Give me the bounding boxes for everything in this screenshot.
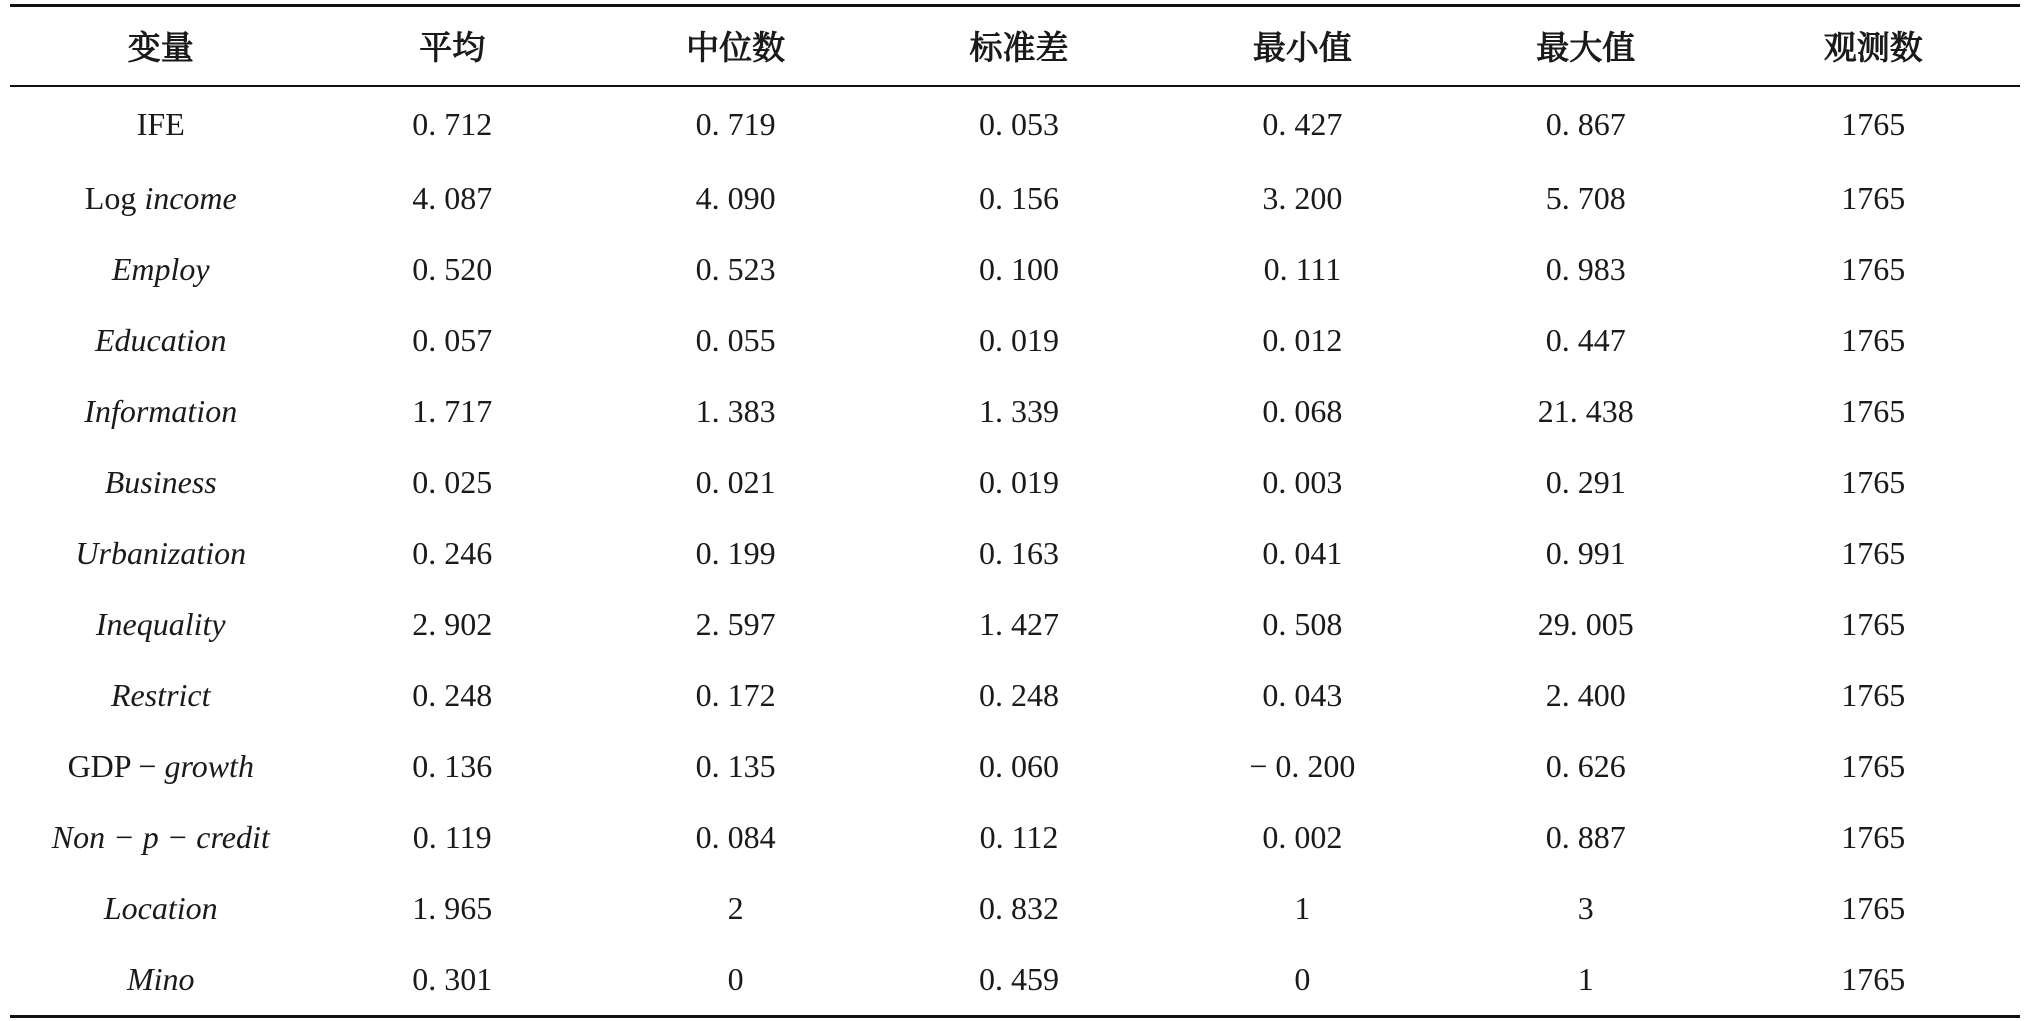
cell-median: 1. 383 [695, 392, 776, 429]
cell-min: 0. 003 [1262, 463, 1343, 500]
table-row [10, 163, 2020, 234]
cell-variable [10, 234, 312, 305]
cell-variable [10, 376, 312, 447]
cell-variable [10, 589, 312, 660]
cell-median: 0. 135 [695, 747, 776, 784]
table-row [10, 447, 2020, 518]
cell-std-dev: 0. 832 [978, 889, 1059, 926]
cell-min: 0. 012 [1262, 321, 1343, 358]
table-row [10, 731, 2020, 802]
cell-mean: 0. 712 [412, 106, 493, 142]
header-row [10, 6, 2020, 86]
table-row [10, 518, 2020, 589]
header-max: 最大值 [1536, 28, 1636, 68]
variable-name-italic: Location [103, 889, 218, 926]
variable-name-italic: Non − p − credit [51, 818, 270, 855]
cell-max: 0. 991 [1545, 534, 1626, 571]
variable-name-italic: income [144, 179, 237, 216]
table-row [10, 234, 2020, 305]
cell-mean: 0. 057 [412, 321, 493, 358]
cell-std-dev: 0. 060 [978, 747, 1059, 784]
cell-variable [10, 731, 312, 802]
cell-max: 2. 400 [1545, 676, 1626, 713]
variable-name-italic: growth [164, 747, 254, 784]
cell-observations: 1765 [1841, 463, 1906, 500]
header-observations: 观测数 [1823, 28, 1923, 68]
cell-mean: 0. 246 [412, 534, 493, 571]
variable-name-italic: Employ [111, 250, 210, 287]
variable-name-italic: Inequality [95, 605, 226, 642]
variable-name-roman: IFE [136, 106, 185, 142]
cell-observations: 1765 [1841, 321, 1906, 358]
cell-median: 0 [727, 960, 744, 997]
cell-observations: 1765 [1841, 960, 1906, 997]
cell-observations: 1765 [1841, 605, 1906, 642]
header-min: 最小值 [1252, 28, 1352, 68]
cell-std-dev: 0. 053 [978, 106, 1059, 142]
cell-median: 2. 597 [695, 605, 776, 642]
summary-statistics-table [10, 4, 2020, 1018]
cell-median: 0. 172 [695, 676, 776, 713]
cell-mean: 0. 301 [412, 960, 493, 997]
cell-std-dev: 0. 163 [978, 534, 1059, 571]
cell-observations: 1765 [1841, 747, 1906, 784]
table-header [10, 6, 2020, 86]
cell-std-dev: 0. 156 [978, 179, 1059, 216]
cell-std-dev: 0. 248 [978, 676, 1059, 713]
variable-name-italic: Education [94, 321, 227, 358]
cell-max: 0. 626 [1545, 747, 1626, 784]
cell-mean: 0. 136 [412, 747, 493, 784]
cell-min: 0. 427 [1262, 106, 1343, 142]
table-body [10, 86, 2020, 1017]
cell-min: 0. 068 [1262, 392, 1343, 429]
cell-max: 0. 983 [1545, 250, 1626, 287]
cell-mean: 4. 087 [412, 179, 493, 216]
cell-std-dev: 1. 339 [978, 392, 1059, 429]
variable-name-italic: Mino [126, 960, 195, 997]
cell-observations: 1765 [1841, 676, 1906, 713]
cell-mean: 2. 902 [412, 605, 493, 642]
cell-observations: 1765 [1841, 818, 1906, 855]
table-row [10, 305, 2020, 376]
cell-median: 0. 719 [695, 106, 776, 142]
cell-observations: 1765 [1841, 534, 1906, 571]
cell-variable [10, 873, 312, 944]
cell-mean: 1. 717 [412, 392, 493, 429]
cell-median: 2 [727, 889, 744, 926]
cell-max: 21. 438 [1537, 392, 1634, 429]
cell-min: 0. 043 [1262, 676, 1343, 713]
cell-max: 5. 708 [1545, 179, 1626, 216]
table-row [10, 873, 2020, 944]
cell-variable [10, 660, 312, 731]
variable-name-italic: Restrict [110, 676, 211, 713]
cell-variable [10, 305, 312, 376]
cell-min: 0 [1294, 960, 1311, 997]
cell-median: 0. 055 [695, 321, 776, 358]
cell-variable [10, 802, 312, 873]
cell-variable [10, 163, 312, 234]
table-row [10, 86, 2020, 163]
cell-max: 0. 867 [1545, 106, 1626, 142]
cell-variable [10, 86, 312, 163]
cell-std-dev: 0. 100 [978, 250, 1059, 287]
variable-name-italic: Urbanization [75, 534, 247, 571]
variable-name-roman: Log [84, 179, 145, 216]
cell-max: 0. 291 [1545, 463, 1626, 500]
cell-variable [10, 944, 312, 1017]
cell-std-dev: 0. 019 [978, 463, 1059, 500]
cell-observations: 1765 [1841, 179, 1906, 216]
cell-min: 0. 111 [1263, 250, 1342, 287]
cell-mean: 0. 248 [412, 676, 493, 713]
table-row [10, 376, 2020, 447]
variable-name-italic: Information [84, 392, 238, 429]
cell-min: 0. 508 [1262, 605, 1343, 642]
cell-mean: 0. 520 [412, 250, 493, 287]
summary-statistics-table-container [10, 4, 2020, 1018]
cell-std-dev: 0. 112 [979, 818, 1059, 855]
table-row [10, 802, 2020, 873]
cell-observations: 1765 [1841, 392, 1906, 429]
table-row [10, 660, 2020, 731]
cell-std-dev: 0. 459 [978, 960, 1059, 997]
cell-max: 1 [1577, 960, 1594, 997]
cell-max: 0. 887 [1545, 818, 1626, 855]
cell-min: − 0. 200 [1249, 747, 1356, 784]
cell-std-dev: 1. 427 [978, 605, 1059, 642]
cell-median: 0. 199 [695, 534, 776, 571]
cell-max: 0. 447 [1545, 321, 1626, 358]
variable-name-roman: GDP − [67, 747, 165, 784]
cell-mean: 0. 025 [412, 463, 493, 500]
cell-mean: 1. 965 [412, 889, 493, 926]
cell-observations: 1765 [1841, 106, 1906, 142]
header-std-dev: 标准差 [969, 28, 1069, 68]
cell-median: 4. 090 [695, 179, 776, 216]
cell-variable [10, 518, 312, 589]
cell-median: 0. 021 [695, 463, 776, 500]
cell-observations: 1765 [1841, 250, 1906, 287]
cell-std-dev: 0. 019 [978, 321, 1059, 358]
cell-median: 0. 523 [695, 250, 776, 287]
header-mean: 平均 [419, 28, 486, 68]
cell-min: 1 [1294, 889, 1311, 926]
cell-min: 3. 200 [1262, 179, 1343, 216]
table-row [10, 944, 2020, 1017]
header-median: 中位数 [686, 28, 786, 68]
variable-name-italic: Business [104, 463, 217, 500]
cell-median: 0. 084 [695, 818, 776, 855]
cell-min: 0. 002 [1262, 818, 1343, 855]
header-variable: 变量 [127, 28, 194, 68]
cell-min: 0. 041 [1262, 534, 1343, 571]
table-row [10, 589, 2020, 660]
cell-max: 3 [1577, 889, 1594, 926]
cell-mean: 0. 119 [412, 818, 492, 855]
cell-variable [10, 447, 312, 518]
cell-max: 29. 005 [1537, 605, 1634, 642]
cell-observations: 1765 [1841, 889, 1906, 926]
